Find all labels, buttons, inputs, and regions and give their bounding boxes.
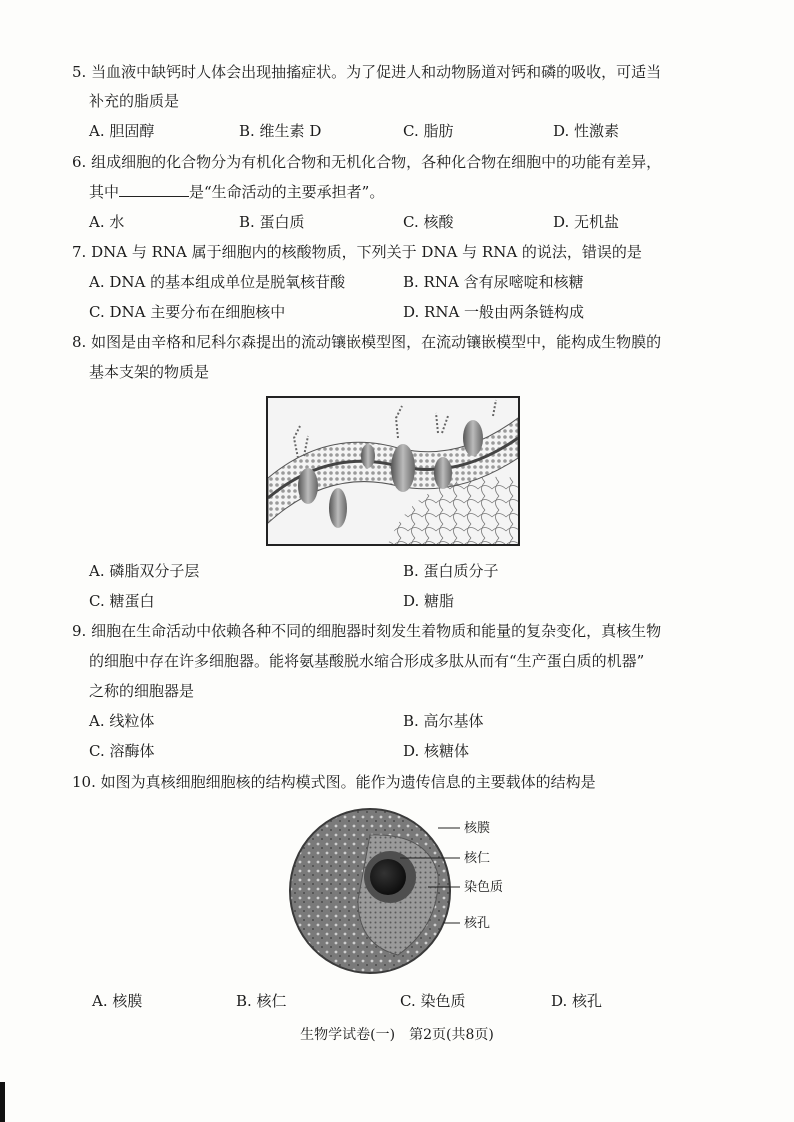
- label-nuclear-membrane: 核膜: [464, 821, 491, 836]
- q9-option-d: D. 核糖体: [403, 742, 470, 760]
- q8-stem-line1: 8. 如图是由辛格和尼科尔森提出的流动镶嵌模型图，在流动镶嵌模型中，能构成生物膜的: [72, 333, 662, 351]
- q10-stem-line1: 10. 如图为真核细胞细胞核的结构模式图。能作为遗传信息的主要载体的结构是: [72, 773, 596, 791]
- q5-stem-line2: 补充的脂质是: [89, 92, 180, 110]
- q9-stem-line3: 之称的细胞器是: [89, 682, 195, 700]
- q8-option-d: D. 糖脂: [403, 592, 455, 610]
- q8-option-c: C. 糖蛋白: [89, 592, 155, 610]
- q9-stem-line2: 的细胞中存在许多细胞器。能将氨基酸脱水缩合形成多肽从而有“生产蛋白质的机器”: [89, 652, 645, 670]
- q10-option-a: A. 核膜: [92, 992, 143, 1010]
- q10-option-b: B. 核仁: [236, 992, 287, 1010]
- q5-option-b: B. 维生素 D: [239, 122, 322, 140]
- q5-option-c: C. 脂肪: [403, 122, 454, 140]
- q6-option-c: C. 核酸: [403, 213, 454, 231]
- q5-stem-line1: 5. 当血液中缺钙时人体会出现抽搐症状。为了促进人和动物肠道对钙和磷的吸收，可适当: [72, 63, 662, 81]
- q6-option-b: B. 蛋白质: [239, 213, 305, 231]
- scan-edge-mark: [0, 1082, 5, 1122]
- q6-answer-blank: [119, 182, 189, 197]
- q7-option-b: B. RNA 含有尿嘧啶和核糖: [403, 273, 584, 291]
- q7-option-a: A. DNA 的基本组成单位是脱氧核苷酸: [89, 273, 346, 291]
- q6-stem-line1: 6. 组成细胞的化合物分为有机化合物和无机化合物，各种化合物在细胞中的功能有差异，: [72, 153, 662, 171]
- nucleus-structure-figure: [288, 805, 538, 985]
- q7-option-c: C. DNA 主要分布在细胞核中: [89, 303, 286, 321]
- page-footer: 生物学试卷(一) 第2页(共8页): [300, 1027, 494, 1043]
- q10-option-d: D. 核孔: [551, 992, 603, 1010]
- q9-option-a: A. 线粒体: [89, 712, 155, 730]
- q5-option-d: D. 性激素: [553, 122, 620, 140]
- q8-option-a: A. 磷脂双分子层: [89, 562, 200, 580]
- q6-prefix: 其中: [89, 183, 120, 201]
- q10-option-c: C. 染色质: [400, 992, 466, 1010]
- q9-stem-line1: 9. 细胞在生命活动中依赖各种不同的细胞器时刻发生着物质和能量的复杂变化，真核生物: [72, 622, 662, 640]
- q9-option-c: C. 溶酶体: [89, 742, 155, 760]
- q8-option-b: B. 蛋白质分子: [403, 562, 499, 580]
- q7-stem-line1: 7. DNA 与 RNA 属于细胞内的核酸物质，下列关于 DNA 与 RNA 的说法，错误的是: [72, 243, 642, 261]
- q6-stem-line2: [89, 182, 384, 202]
- fluid-mosaic-model-figure: [266, 396, 520, 546]
- fluid-mosaic-model-illustration: [268, 398, 518, 544]
- q7-option-d: D. RNA 一般由两条链构成: [403, 303, 585, 321]
- label-nucleolus: 核仁: [464, 851, 491, 866]
- q5-option-a: A. 胆固醇: [89, 122, 155, 140]
- q9-option-b: B. 高尔基体: [403, 712, 484, 730]
- q6-option-d: D. 无机盐: [553, 213, 620, 231]
- q6-option-a: A. 水: [89, 213, 125, 231]
- q6-suffix: 是“生命活动的主要承担者”。: [189, 183, 385, 201]
- label-chromatin: 染色质: [464, 880, 504, 895]
- label-nuclear-pore: 核孔: [464, 916, 491, 931]
- q8-stem-line2: 基本支架的物质是: [89, 363, 210, 381]
